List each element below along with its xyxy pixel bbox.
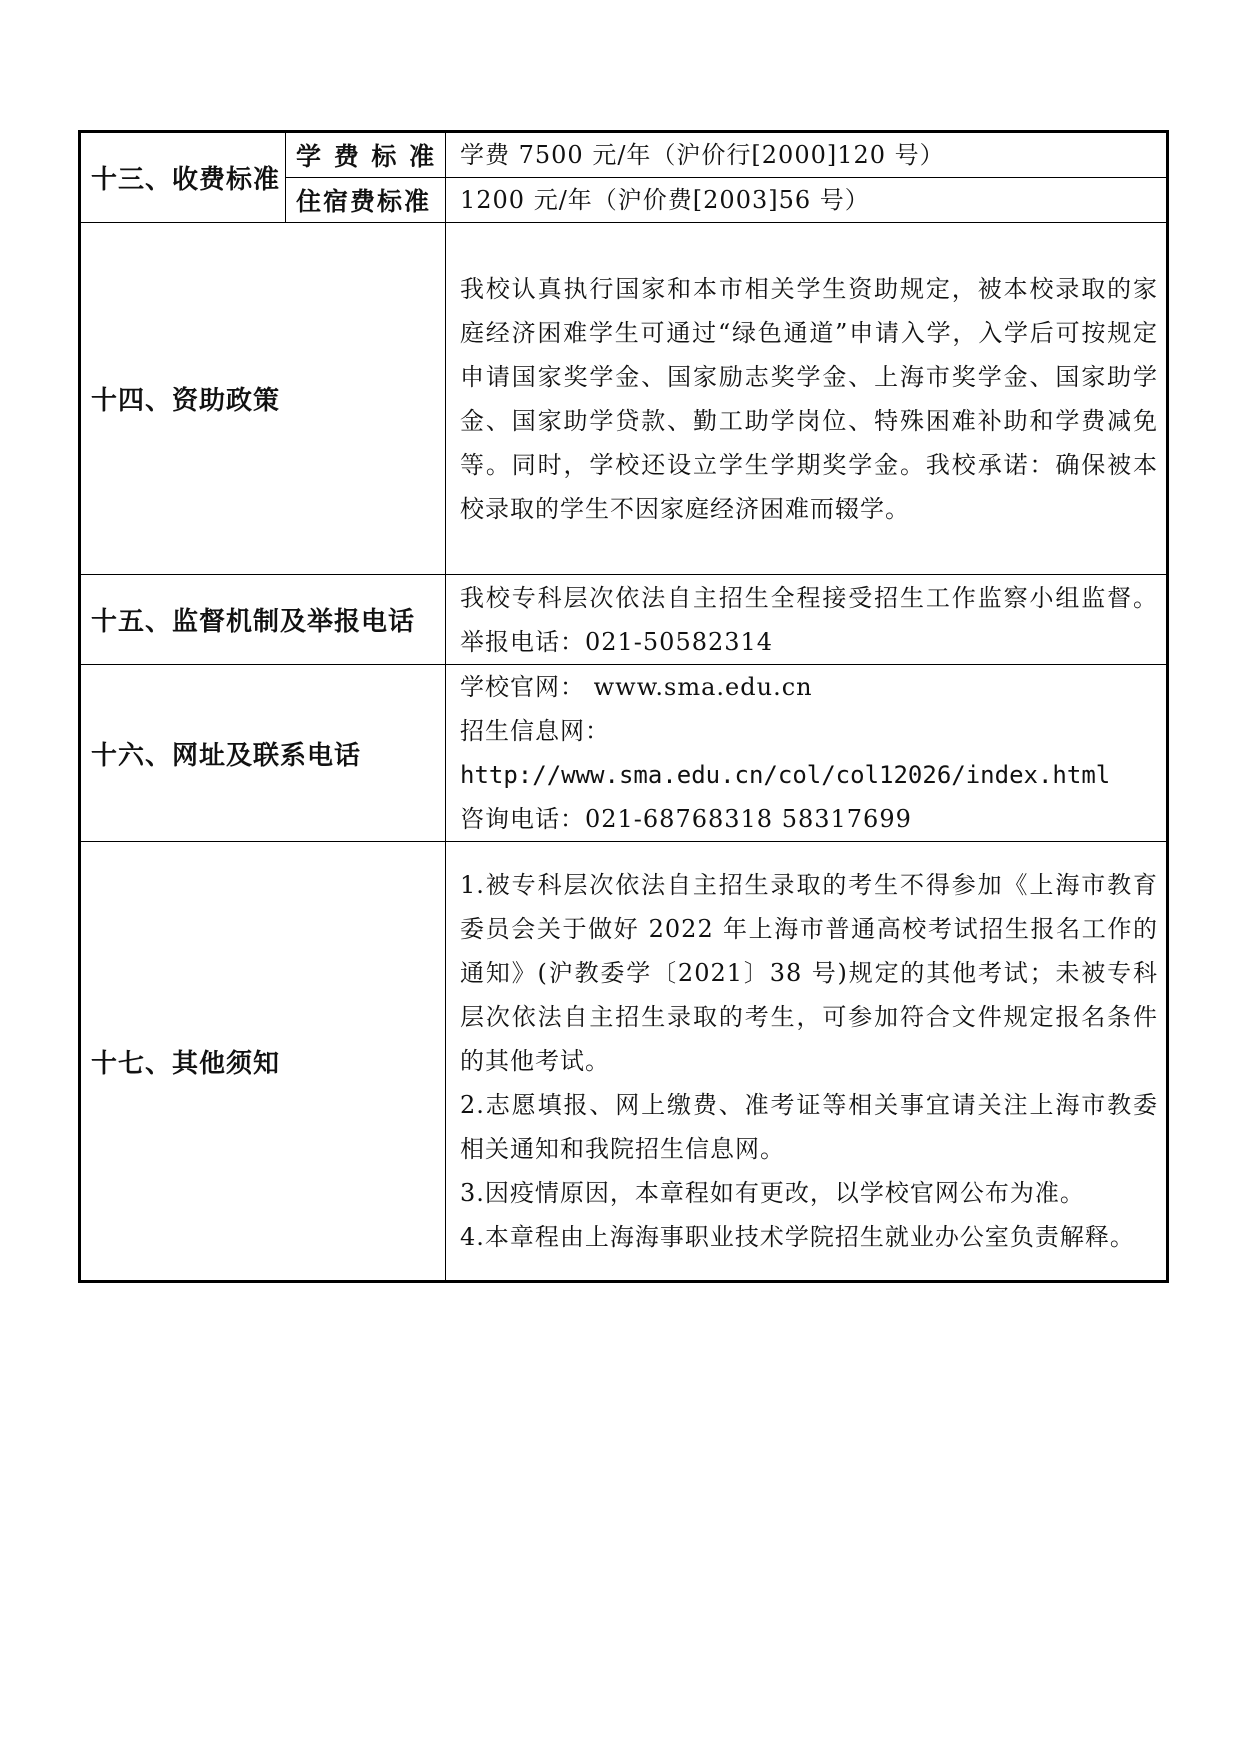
notice-item-2: 2.志愿填报、网上缴费、准考证等相关事宜请关注上海市教委相关通知和我院招生信息网。 bbox=[460, 1091, 1158, 1163]
section-14-row bbox=[80, 223, 1168, 575]
admission-info-table bbox=[78, 130, 1169, 1283]
aid-policy-text: 我校认真执行国家和本市相关学生资助规定，被本校录取的家庭经济困难学生可通过“绿色通道”申请入学，入学后可按规定申请国家奖学金、国家励志奖学金、上海市奖学金、国家助学金、国家助学贷款、勤工助学岗位、特殊困难补助和学费减免等。同时，学校还设立学生学期奖学金。我校承诺：确保被本校录取的学生不因家庭经济困难而辍学。 bbox=[460, 274, 1158, 523]
admission-site-url[interactable]: http://www.sma.edu.cn/col/col12026/index.html bbox=[460, 761, 1111, 789]
section-14-content bbox=[446, 223, 1168, 575]
section-15-title: 十五、监督机制及举报电话 bbox=[80, 575, 446, 665]
notice-item-3: 3.因疫情原因，本章程如有更改，以学校官网公布为准。 bbox=[460, 1179, 1085, 1207]
section-16-row bbox=[80, 665, 1168, 842]
notice-item-4: 4.本章程由上海海事职业技术学院招生就业办公室负责解释。 bbox=[460, 1223, 1135, 1251]
notice-item-1: 1.被专科层次依法自主招生录取的考生不得参加《上海市教育委员会关于做好 2022 年上海市普通高校考试招生报名工作的通知》(沪教委学〔2021〕38 号)规定的其他考试；未被专科层次依法自主招生录取的考生，可参加符合文件规定报名条件的其他考试。 bbox=[460, 871, 1158, 1075]
section-13-row-tuition bbox=[80, 132, 1168, 178]
section-17-row bbox=[80, 842, 1168, 1282]
section-16-content bbox=[446, 665, 1168, 842]
section-15-content bbox=[446, 575, 1168, 665]
admission-site-label: 招生信息网： bbox=[460, 717, 610, 745]
section-17-title: 十七、其他须知 bbox=[80, 842, 446, 1282]
section-14-title: 十四、资助政策 bbox=[80, 223, 446, 575]
dorm-fee-value: 1200 元/年（沪价费[2003]56 号） bbox=[446, 178, 1168, 223]
consult-phone-line: 咨询电话：021-68768318 58317699 bbox=[460, 805, 912, 833]
section-13-title: 十三、收费标准 bbox=[80, 132, 286, 223]
dorm-fee-label: 住宿费标准 bbox=[286, 178, 446, 223]
tuition-value: 学费 7500 元/年（沪价行[2000]120 号） bbox=[446, 132, 1168, 178]
tuition-label: 学 费 标 准 bbox=[286, 132, 446, 178]
official-website-line[interactable]: 学校官网： www.sma.edu.cn bbox=[460, 673, 813, 701]
section-17-content bbox=[446, 842, 1168, 1282]
supervision-text: 我校专科层次依法自主招生全程接受招生工作监察小组监督。举报电话：021-50582314 bbox=[460, 583, 1158, 656]
section-16-title: 十六、网址及联系电话 bbox=[80, 665, 446, 842]
section-15-row bbox=[80, 575, 1168, 665]
